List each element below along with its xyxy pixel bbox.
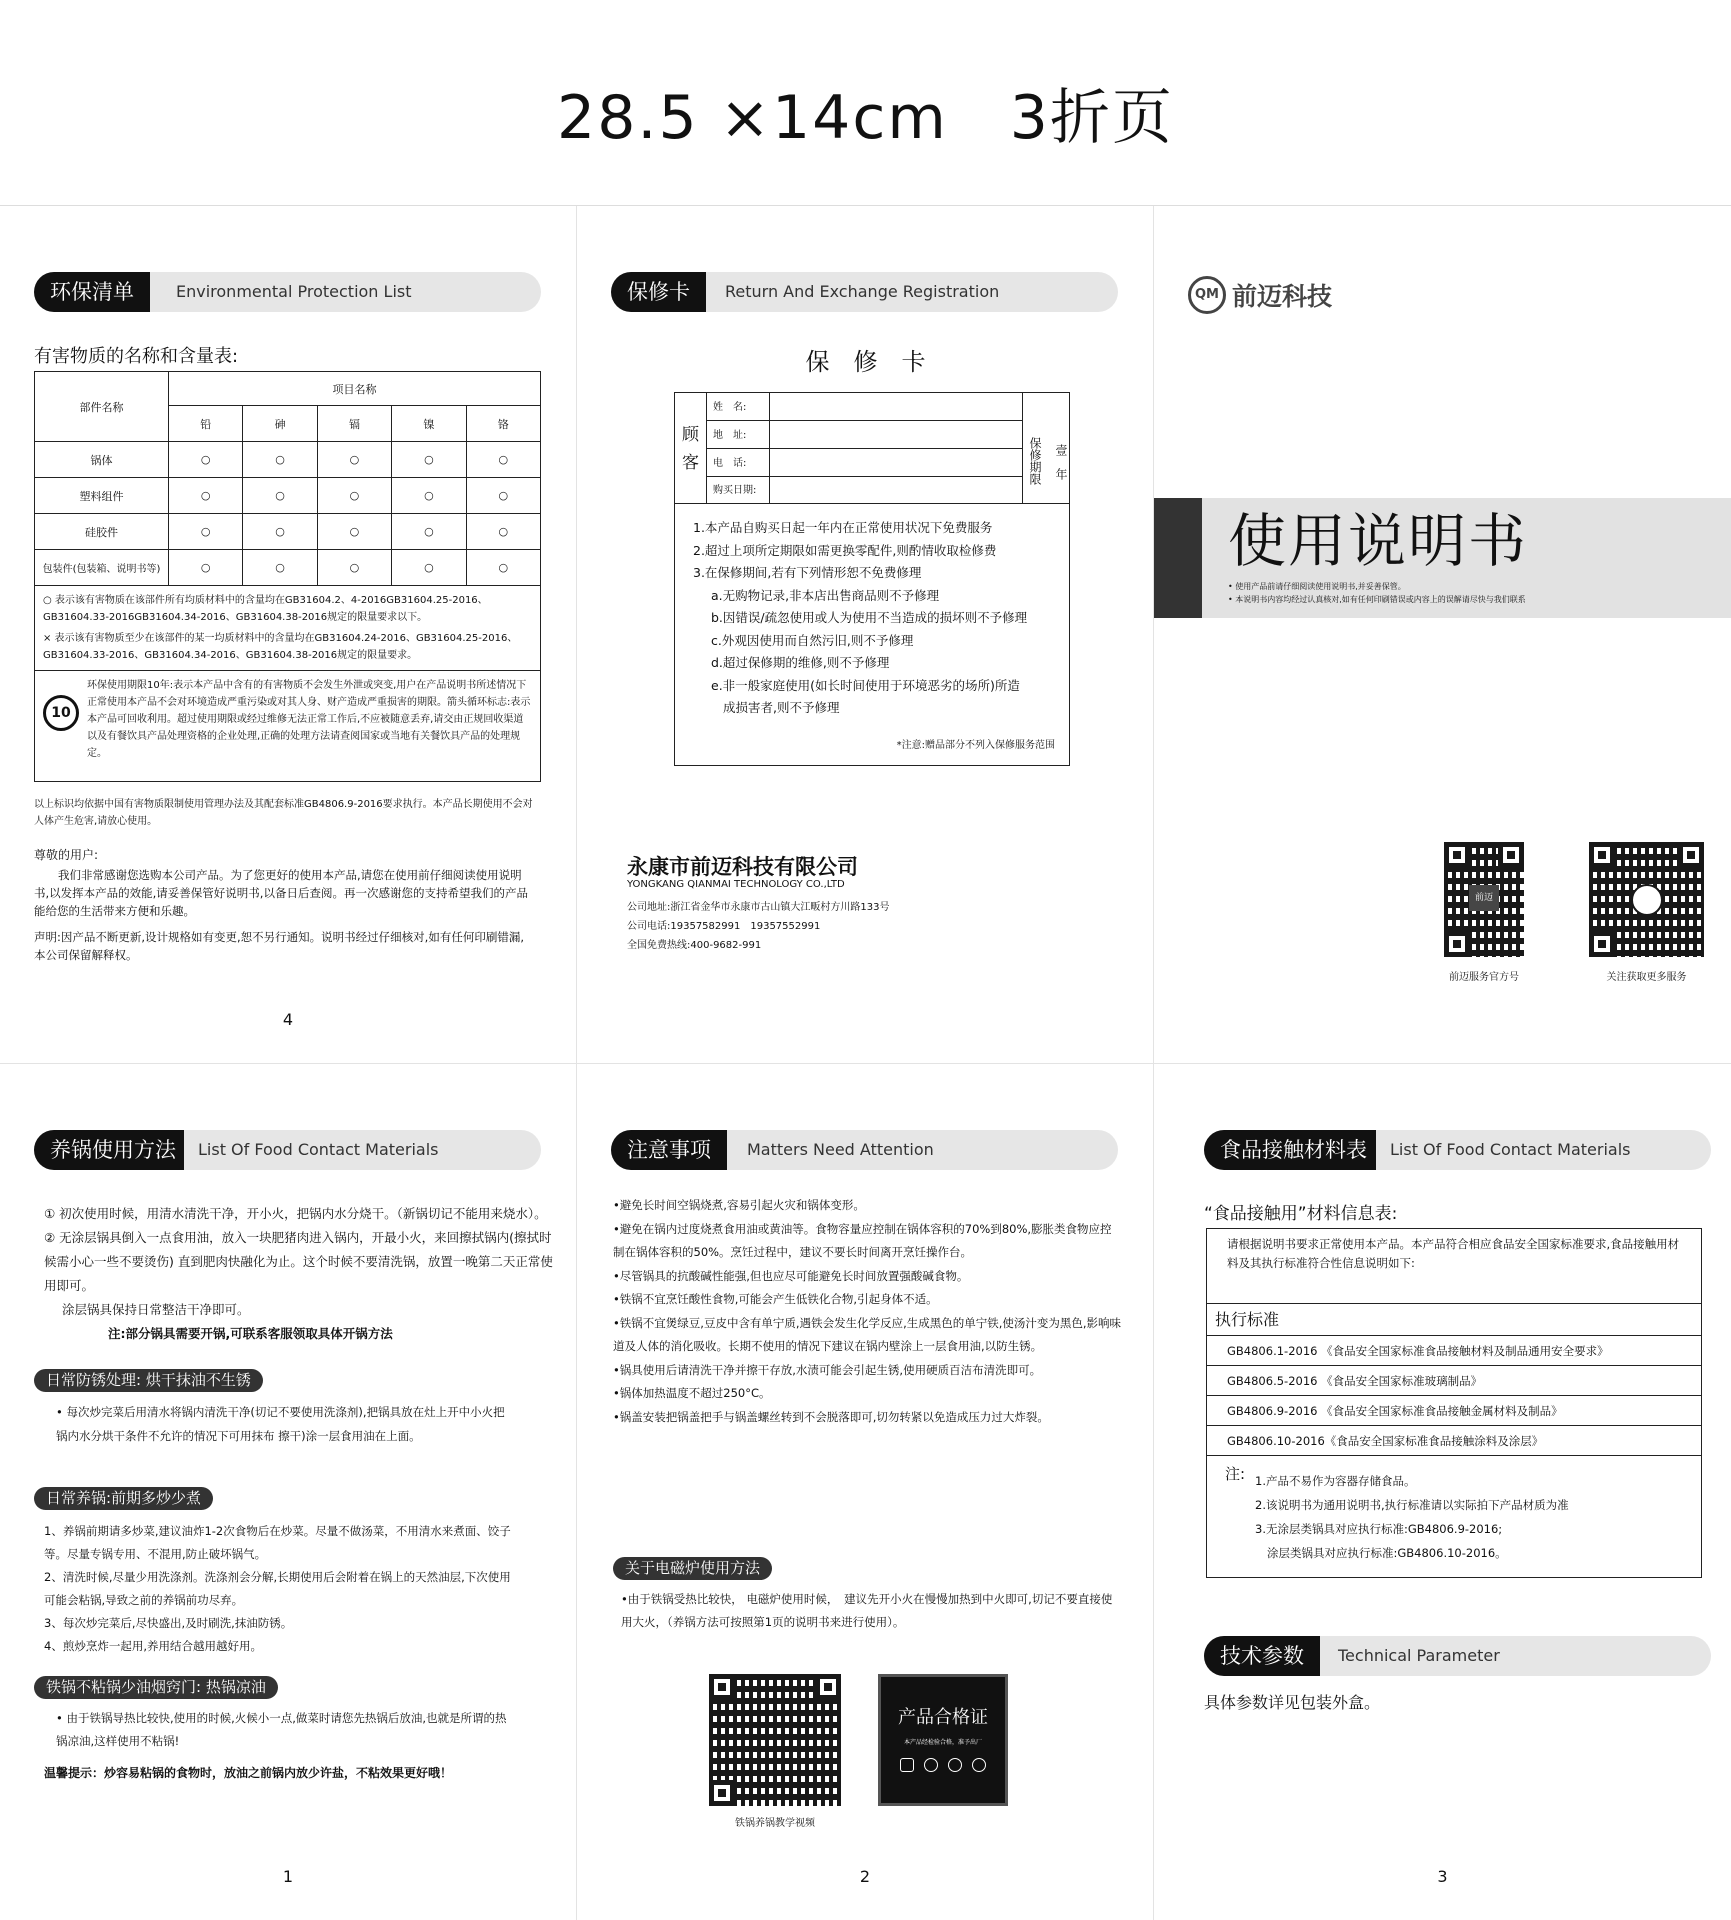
cell: ○: [169, 514, 243, 550]
brand-name: 前迈科技: [1232, 282, 1333, 311]
cell: ○: [243, 514, 317, 550]
table-heading: 有害物质的名称和含量表:: [34, 346, 239, 367]
cell: ○: [392, 478, 466, 514]
row-name: 硅胶件: [35, 514, 169, 550]
field-purchase-date: 购买日期:: [713, 485, 757, 496]
list-item: 1、养锅前期请多炒菜,建议油炸1-2次食物后在炒菜。尽量不做汤菜，不用清水来煮面、饺子等。尽量专锅专用、不混用,防止破坏锅气。: [44, 1524, 511, 1561]
cell: ○: [392, 442, 466, 478]
note-item: 涂层类锅具对应执行标准:GB4806.10-2016。: [1267, 1546, 1507, 1560]
section-tag: 养锅使用方法: [34, 1130, 192, 1170]
std-item: GB4806.5-2016 《食品安全国家标准玻璃制品》: [1227, 1374, 1483, 1388]
table-row: [35, 442, 541, 478]
field-address: 地 址:: [713, 430, 747, 441]
list-item: 2、清洗时候,尽量少用洗涤剂。洗涤剂会分解,长期使用后会附着在锅上的天然油层,下次使用可能会粘锅,导致之前的养锅前功尽弃。: [44, 1570, 511, 1607]
customer-char: 顾: [682, 425, 699, 445]
dear-user: 尊敬的用户:: [34, 848, 99, 862]
care-steps: [44, 1202, 564, 1346]
customer-char: 客: [682, 453, 699, 473]
field-phone: 电 话:: [713, 458, 747, 469]
care-list: [44, 1520, 514, 1658]
company-phone: 公司电话:19357582991 19357552991: [627, 921, 821, 932]
cell: ○: [466, 550, 540, 586]
std-item: GB4806.9-2016 《食品安全国家标准食品接触金属材料及制品》: [1227, 1404, 1563, 1418]
list-item: •尽管锅具的抗酸碱性能强,但也应尽可能避免长时间放置强酸碱食物。: [613, 1268, 969, 1283]
term: c.外观因使用而自然污旧,则不予修理: [711, 632, 914, 648]
care-text: • 每次炒完菜后用清水将锅内清洗干净(切记不要使用洗涤剂),把锅具放在灶上开中小火把锅内水分烘干条件不允许的情况下可用抹布 擦干)涂一层食用油在上面。: [56, 1405, 505, 1443]
row-name: 包装件(包装箱、说明书等): [35, 550, 169, 586]
certificate-title: 产品合格证: [898, 1707, 988, 1728]
cell: ○: [243, 550, 317, 586]
cell: ○: [317, 442, 391, 478]
section-en: Return And Exchange Registration: [711, 272, 999, 312]
note-period: 环保使用期限10年:表示本产品中含有的有害物质不会发生外泄或突变,用户在产品说明书所述情况下正常使用本产品不会对环境造成严重污染或对其人身、财产造成严重损害的期限。箭头循环标志:表示本产品可回收利用。超过使用期限或经过维修无法正常工作后,不应被随意丢弃,请交由正规回收渠道以及有餐饮具产品处理资格的企业处理,正确的处理方法请查阅国家或当地有关餐饮具产品的处理规定。: [87, 680, 531, 759]
cell: ○: [243, 442, 317, 478]
cell: ○: [169, 478, 243, 514]
food-intro: 请根据说明书要求正常使用本产品。本产品符合相应食品安全国家标准要求,食品接触用材料及其执行标准符合性信息说明如下:: [1227, 1237, 1680, 1270]
col-header: 砷: [243, 406, 317, 442]
section-header: [34, 272, 541, 312]
care-text: • 由于铁锅导热比较快,使用的时候,火候小一点,做菜时请您先热锅后放油,也就是所谓的热锅凉油,这样使用不粘锅!: [56, 1711, 507, 1748]
company-name: 永康市前迈科技有限公司: [627, 855, 858, 879]
company-hotline: 全国免费热线:400-9682-991: [627, 940, 762, 951]
qr-label: 铁锅养锅教学视频: [735, 1818, 815, 1829]
term: 3.在保修期间,若有下列情形恕不免费修理: [693, 565, 922, 580]
thanks-text: 我们非常感谢您选购本公司产品。为了您更好的使用本产品,请您在使用前仔细阅读使用说明书,以发挥本产品的效能,请妥善保管好说明书,以备日后查阅。再一次感谢您的支持希望我们的产品能给您的生活带来方便和乐趣。: [34, 868, 528, 918]
term: e.非一般家庭使用(如长时间使用于环境恶劣的场所)所造: [711, 677, 1020, 693]
stamp-icon: [972, 1758, 986, 1772]
section-en: List Of Food Contact Materials: [184, 1130, 439, 1170]
sub-heading: 铁锅不粘锅少油烟窍门: 热锅凉油: [34, 1676, 278, 1699]
col-header: 铬: [466, 406, 540, 442]
brand-logo: [1188, 276, 1332, 314]
cover-bullet: • 使用产品前请仔细阅读使用说明书,并妥善保管。: [1228, 582, 1406, 591]
cell: ○: [466, 442, 540, 478]
seal-icon: [924, 1758, 938, 1772]
period-value: 壹 年: [1054, 444, 1068, 480]
section-tag: 食品接触材料表: [1204, 1130, 1383, 1170]
panel-warranty: [577, 206, 1154, 1063]
col-part: 部件名称: [35, 372, 169, 442]
section-header: [1204, 1130, 1711, 1170]
term: 2.超过上项所定期限如需更换零配件,则酌情收取检修费: [693, 542, 997, 558]
term: d.超过保修期的维修,则不予修理: [711, 655, 890, 670]
cell: ○: [392, 514, 466, 550]
badge-icon: [948, 1758, 962, 1772]
section-tag: 技术参数: [1204, 1636, 1320, 1676]
section-en: Technical Parameter: [1324, 1636, 1500, 1676]
warranty-card: [674, 392, 1070, 766]
company-address: 公司地址:浙江省金华市永康市古山镇大江畈村方川路133号: [627, 902, 890, 913]
col-header: 铅: [169, 406, 243, 442]
std-item: GB4806.10-2016《食品安全国家标准食品接触涂料及涂层》: [1227, 1434, 1544, 1448]
customer-fields: [707, 393, 1022, 503]
cover-title: 使用说明书: [1228, 507, 1529, 575]
list-item: •避免在锅内过度烧煮食用油或黄油等。食物容量应控制在锅体容积的70%到80%,膨胀类食物应控制在锅体容积的50%。烹饪过程中，建议不要长时间离开烹饪操作台。: [613, 1221, 1112, 1259]
panel-cover: [1154, 206, 1731, 1063]
note-item: 2.该说明书为通用说明书,执行标准请以实际拍下产品材质为准: [1255, 1498, 1569, 1512]
footnote: *注意:赠品部分不列入保修服务范围: [896, 740, 1055, 751]
section-header: [611, 1130, 1118, 1170]
term: b.因错误/疏忽使用或人为使用不当造成的损坏则不予修理: [711, 610, 1028, 625]
panel-care: [0, 1063, 577, 1920]
sub-heading: 日常养锅:前期多炒少煮: [34, 1487, 213, 1510]
cup-icon: [900, 1758, 914, 1772]
terms-list: [693, 517, 1027, 720]
table-row: [35, 550, 541, 586]
panel-attention: [577, 1063, 1154, 1920]
tech-text: 具体参数详见包装外盒。: [1204, 1693, 1381, 1712]
food-notes: [1255, 1469, 1569, 1565]
cell: ○: [317, 514, 391, 550]
term: a.无购物记录,非本店出售商品则不予修理: [711, 587, 940, 603]
cell: ○: [317, 550, 391, 586]
page-number: 4: [282, 1010, 294, 1029]
section-header-tech: [1204, 1636, 1711, 1676]
section-tag: 注意事项: [611, 1130, 727, 1170]
note-label: 注:: [1225, 1465, 1246, 1483]
qr-label: 前迈服务官方号: [1449, 972, 1519, 983]
qr-label: 关注获取更多服务: [1606, 972, 1687, 983]
note-cross: × 表示该有害物质至少在该部件的某一均质材料中的含量均在GB31604.24-2016、GB31604.25-2016、GB31604.33-2016、GB31604.34-2016、GB31604.38-2016规定的限量要求。: [43, 633, 518, 661]
statement-text: 声明:因产品不断更新,设计规格如有变更,恕不另行通知。说明书经过仔细核对,如有任何印刷错漏,本公司保留解释权。: [34, 930, 524, 962]
section-en: List Of Food Contact Materials: [1376, 1130, 1631, 1170]
recycle-10-icon: 10: [43, 695, 79, 731]
col-header: 镉: [317, 406, 391, 442]
care-tip: 温馨提示：炒容易粘锅的食物时，放油之前锅内放少许盐，不粘效果更好哦！: [44, 1766, 453, 1780]
table-row: [35, 478, 541, 514]
cover-band-dark: [1154, 498, 1202, 618]
sub-heading: 日常防锈处理: 烘干抹油不生锈: [34, 1369, 263, 1392]
panel-food-contact: [1154, 1063, 1731, 1920]
section-tag: 保修卡: [611, 272, 706, 312]
food-table: [1206, 1228, 1702, 1578]
page-number: 1: [282, 1867, 294, 1886]
std-item: GB4806.1-2016 《食品安全国家标准食品接触材料及制品通用安全要求》: [1227, 1344, 1609, 1358]
cell: ○: [169, 550, 243, 586]
col-group: 项目名称: [169, 372, 541, 406]
qr-center-logo: 前迈: [1469, 885, 1499, 911]
table-row: [35, 514, 541, 550]
certificate-icons: [881, 1758, 1005, 1772]
section-en: Environmental Protection List: [162, 272, 412, 312]
qr-code-video: [709, 1674, 841, 1806]
list-item: 4、煎炒烹炸一起用,养用结合越用越好用。: [44, 1639, 262, 1653]
company-en: YONGKANG QIANMAI TECHNOLOGY CO.,LTD: [627, 879, 845, 890]
certificate-text: 本产品经检验合格，准予出厂: [903, 1739, 982, 1746]
term: 成损害者,则不予修理: [723, 700, 840, 715]
care-step: 注:部分锅具需要开锅,可联系客服领取具体开锅方法: [108, 1326, 393, 1341]
page-number: 2: [859, 1867, 871, 1886]
period-label: 保修期限: [1022, 393, 1044, 503]
cover-band: [1202, 498, 1731, 618]
page-title: 28.5 ×14cm 3折页: [557, 83, 1174, 153]
cell: ○: [169, 442, 243, 478]
section-header: [611, 272, 1118, 312]
note-item: 1.产品不易作为容器存储食品。: [1255, 1474, 1416, 1488]
brand-logo-icon: QM: [1188, 276, 1226, 314]
list-item: •锅盖安装把锅盖把手与锅盖螺丝转到不会脱落即可,切勿转紧以免造成压力过大炸裂。: [613, 1409, 1049, 1424]
std-title: 执行标准: [1215, 1310, 1280, 1329]
brochure-sheet: [0, 205, 1731, 1920]
panel-environmental: [0, 206, 577, 1063]
cell: ○: [243, 478, 317, 514]
field-name: 姓 名:: [713, 402, 747, 413]
notes-box: [34, 586, 541, 782]
qr-code-official: [1444, 842, 1524, 957]
cell: ○: [466, 514, 540, 550]
cell: ○: [392, 550, 466, 586]
section-tag: 环保清单: [34, 272, 150, 312]
attention-text: •由于铁锅受热比较快， 电磁炉使用时候， 建议先开小火在慢慢加热到中火即可,切记不要直接使用大火，（养锅方法可按照第1页的说明书来进行使用）。: [621, 1592, 1113, 1629]
cell: ○: [466, 478, 540, 514]
list-item: •锅具使用后请清洗干净并擦干存放,水渍可能会引起生锈,使用硬质百洁布清洗即可。: [613, 1362, 1042, 1377]
note-circle: ○ 表示该有害物质在该部件所有均质材料中的含量均在GB31604.2、4-2016GB31604.25-2016、GB31604.33-2016GB31604.34-2016、GB31604.38-2016规定的限量要求以下。: [43, 595, 488, 623]
list-item: •避免长时间空锅烧煮,容易引起火灾和锅体变形。: [613, 1198, 865, 1212]
row-name: 锅体: [35, 442, 169, 478]
hazard-table: [34, 371, 541, 586]
care-step: ② 无涂层锅具倒入一点食用油，放入一块肥猪肉进入锅内，开最小火，来回擦拭锅内(擦拭时候需小心一些不要烫伤) 直到肥肉快融化为止。这个时候不要清洗锅，放置一晚第二天正常使用即可。: [44, 1230, 553, 1293]
card-title: 保 修 卡: [805, 348, 926, 376]
qr-code-service: [1589, 842, 1704, 957]
basis-text: 以上标识均依据中国有害物质限制使用管理办法及其配套标准GB4806.9-2016要求执行。本产品长期使用不会对人体产生危害,请放心使用。: [34, 799, 533, 827]
sub-heading: 关于电磁炉使用方法: [613, 1557, 772, 1580]
page-number: 3: [1437, 1867, 1448, 1886]
care-step: 涂层锅具保持日常整洁干净即可。: [62, 1302, 250, 1317]
list-item: •铁锅不宜烹饪酸性食物,可能会产生低铁化合物,引起身体不适。: [613, 1292, 938, 1306]
attention-list: [613, 1194, 1123, 1429]
row-name: 塑料组件: [35, 478, 169, 514]
list-item: •锅体加热温度不超过250°C。: [613, 1386, 771, 1400]
food-heading: “食品接触用”材料信息表:: [1204, 1204, 1398, 1224]
note-item: 3.无涂层类锅具对应执行标准:GB4806.9-2016;: [1255, 1522, 1503, 1536]
section-en: Matters Need Attention: [733, 1130, 934, 1170]
list-item: •铁锅不宜煲绿豆,豆皮中含有单宁质,遇铁会发生化学反应,生成黑色的单宁铁,使汤汁变为黑色,影响味道及人体的消化吸收。长期不使用的情况下建议在锅内壁涂上一层食用油,以防生锈。: [613, 1315, 1122, 1353]
col-header: 镍: [392, 406, 466, 442]
list-item: 3、每次炒完菜后,尽快盛出,及时刷洗,抹油防锈。: [44, 1616, 293, 1630]
section-header: [34, 1130, 541, 1170]
certificate-card: [878, 1674, 1008, 1806]
care-step: ① 初次使用时候，用清水清洗干净，开小火，把锅内水分烧干。（新锅切记不能用来烧水）。: [44, 1206, 547, 1221]
cell: ○: [317, 478, 391, 514]
term: 1.本产品自购买日起一年内在正常使用状况下免费服务: [693, 520, 993, 535]
customer-label: [675, 393, 707, 503]
cover-bullet: • 本说明书内容均经过认真核对,如有任何印刷错误或内容上的误解请尽快与我们联系: [1228, 595, 1526, 604]
